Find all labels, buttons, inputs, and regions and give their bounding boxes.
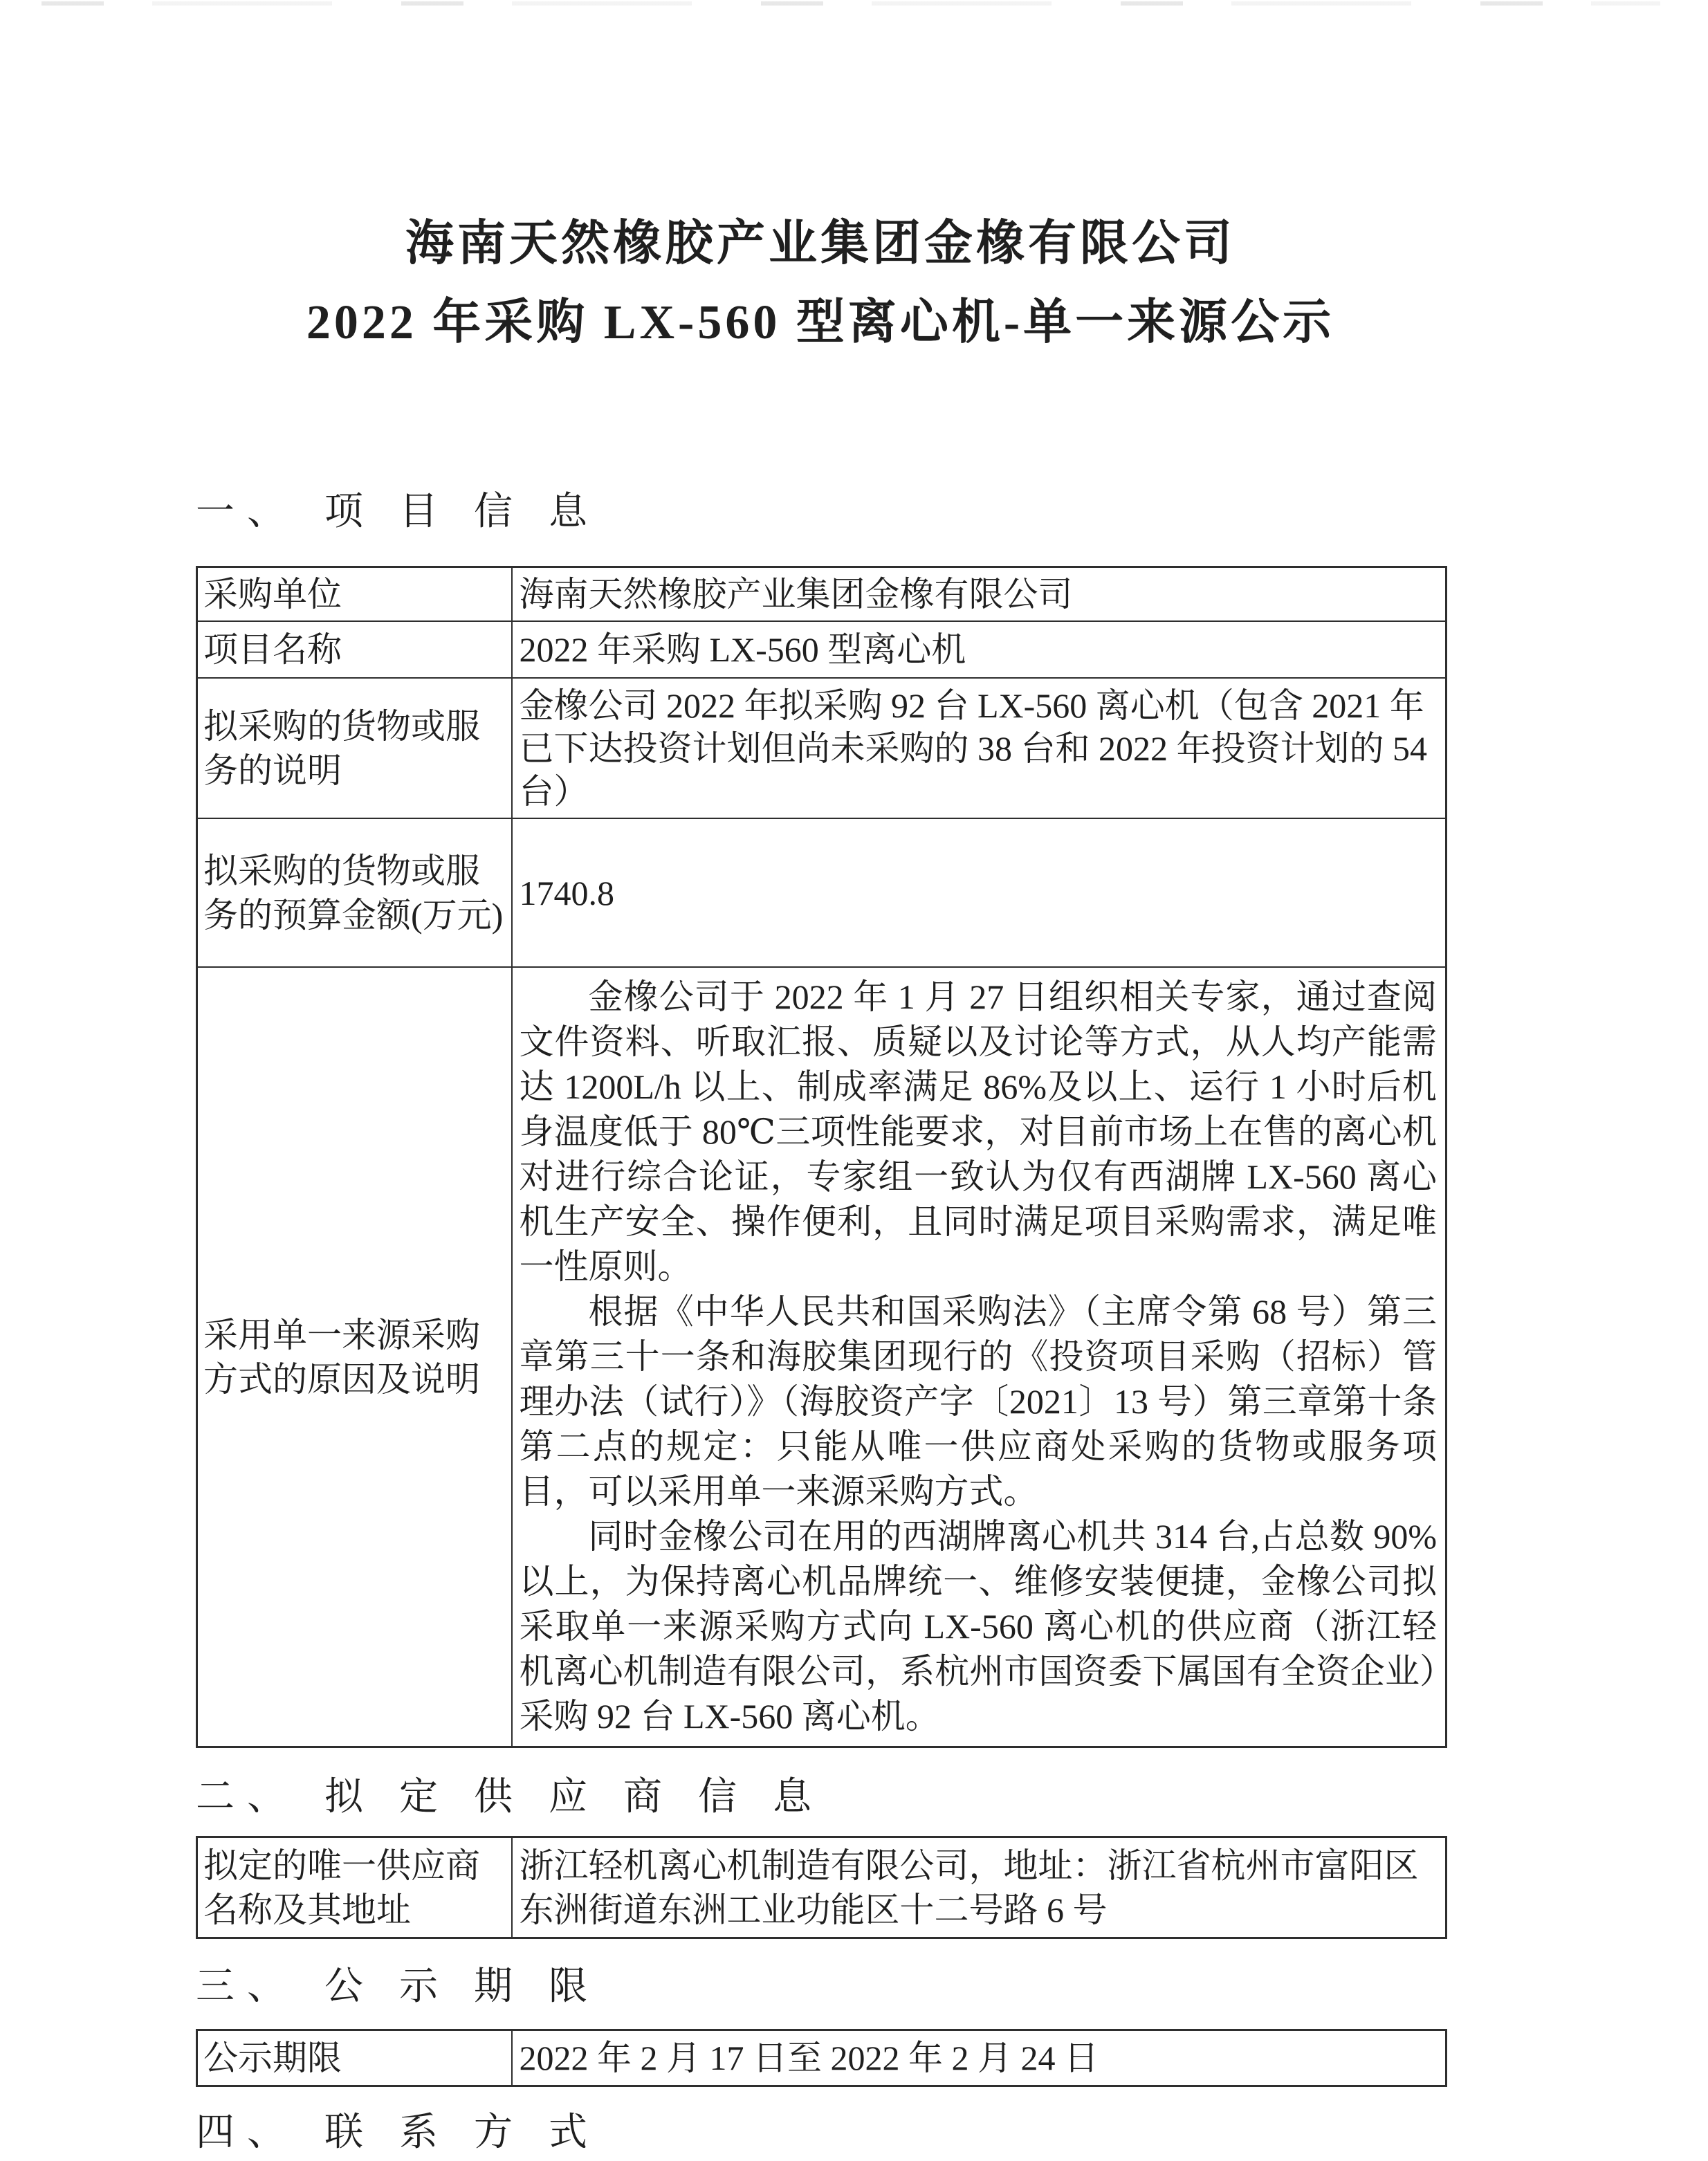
- document-title-line2: 2022 年采购 LX-560 型离心机-单一来源公示: [306, 296, 1335, 349]
- section-label: 公示期限: [324, 1965, 623, 2008]
- section-label: 拟定供应商信息: [324, 1776, 847, 1819]
- section-number: 三、: [196, 1965, 298, 2008]
- row-value: 浙江轻机离心机制造有限公司，地址：浙江省杭州市富阳区东洲街道东洲工业功能区十二号路 6 号: [512, 1837, 1447, 1938]
- row-label: 项目名称: [197, 621, 512, 678]
- row-value-text: 金橡公司 2022 年拟采购 92 台 LX-560 离心机（包含 2021 年已下达投资计划但尚未采购的 38 台和 2022 年投资计划的 54 台）: [519, 686, 1427, 811]
- row-label: 采购单位: [197, 567, 512, 622]
- row-value: 1740.8: [512, 818, 1447, 967]
- row-value: [512, 967, 1447, 1747]
- section-number: 二、: [196, 1776, 298, 1819]
- table-row-project-name: [197, 621, 1447, 678]
- table-row-supplier-name-address: [197, 1837, 1447, 1938]
- section-heading-contact-info: [196, 2104, 1445, 2161]
- reason-paragraph-1: 金橡公司于 2022 年 1 月 27 日组织相关专家，通过查阅文件资料、听取汇报、质疑以及讨论等方式，从人均产能需达 1200L/h 以上、制成率满足 86%及以上、运行 1 小时后机身温度低于 80℃三项性能要求，对目前市场上在售的离心机对进行综合论证，专家组一致认为仅有西湖牌 LX-560 离心机生产安全、操作便利，且同时满足项目采购需求，满足唯一性原则。: [519, 977, 1437, 1286]
- section-heading-project-info: [196, 484, 1445, 540]
- document-content: [196, 0, 1445, 2161]
- row-value: 海南天然橡胶产业集团金橡有限公司: [512, 567, 1447, 622]
- row-label: 公示期限: [197, 2030, 512, 2086]
- section-heading-supplier-info: [196, 1769, 1445, 1826]
- table-row-publicity-period: [197, 2030, 1447, 2086]
- reason-paragraph-2: 根据《中华人民共和国采购法》（主席令第 68 号）第三章第三十一条和海胶集团现行的《投资项目采购（招标）管理办法（试行）》（海胶资产字〔2021〕13 号）第三章第十条第二点的规定：只能从唯一供应商处采购的货物或服务项目，可以采用单一来源采购方式。: [519, 1292, 1437, 1511]
- scan-artifact: [42, 1, 1660, 6]
- supplier-table: [196, 1836, 1447, 1939]
- row-label: 拟采购的货物或服务的说明: [197, 678, 512, 818]
- reason-paragraph-3: 同时金橡公司在用的西湖牌离心机共 314 台,占总数 90%以上，为保持离心机品牌统一、维修安装便捷，金橡公司拟采取单一来源采购方式向 LX-560 离心机的供应商（浙江轻机离心机制造有限公司，系杭州市国资委下属国有全资企业）采购 92 台 LX-560 离心机。: [519, 1517, 1437, 1736]
- row-value: 2022 年 2 月 17 日至 2022 年 2 月 24 日: [512, 2030, 1447, 2086]
- section-label: 项目信息: [324, 490, 623, 533]
- row-value: [512, 678, 1447, 818]
- section-number: 一、: [196, 490, 298, 533]
- project-info-table: [196, 566, 1447, 1748]
- publicity-period-table: [196, 2029, 1447, 2087]
- section-label: 联系方式: [324, 2111, 623, 2154]
- table-row-budget-amount: [197, 818, 1447, 967]
- row-label: 拟采购的货物或服务的预算金额(万元): [197, 818, 512, 967]
- table-row-single-source-reason: [197, 967, 1447, 1747]
- section-number: 四、: [196, 2111, 298, 2154]
- table-row-goods-description: [197, 678, 1447, 818]
- row-value: 2022 年采购 LX-560 型离心机: [512, 621, 1447, 678]
- document-title: [196, 0, 1445, 362]
- row-label: 拟定的唯一供应商名称及其地址: [197, 1837, 512, 1938]
- row-label: 采用单一来源采购方式的原因及说明: [197, 967, 512, 1747]
- section-heading-publicity-period: [196, 1958, 1445, 2015]
- document-title-line1: 海南天然橡胶产业集团金橡有限公司: [405, 217, 1236, 270]
- table-row-purchasing-unit: [197, 567, 1447, 622]
